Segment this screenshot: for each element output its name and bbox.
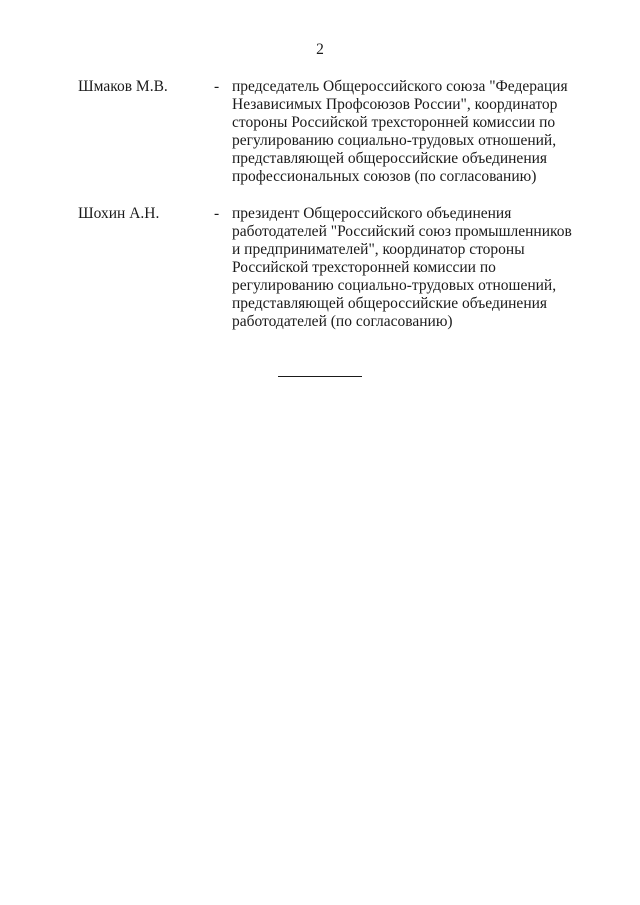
- description-line: представляющей общероссийские объединения: [232, 295, 548, 312]
- member-entry: [78, 205, 578, 331]
- member-description: [232, 78, 572, 186]
- member-name: Шмаков М.В.: [78, 78, 168, 95]
- member-dash: -: [214, 78, 220, 95]
- description-line: представляющей общероссийские объединения: [232, 150, 548, 167]
- member-description: [232, 205, 572, 331]
- description-line: работодателей (по согласованию): [232, 313, 453, 330]
- description-line: президент Общероссийского объединения: [232, 205, 512, 222]
- description-line: профессиональных союзов (по согласованию): [232, 168, 537, 185]
- end-separator-line: [278, 376, 362, 377]
- description-line: Российской трехсторонней комиссии по: [232, 259, 496, 276]
- member-name: Шохин А.Н.: [78, 205, 160, 222]
- description-line: работодателей "Российский союз промышленников: [232, 223, 572, 240]
- member-list: [78, 78, 578, 350]
- member-dash: -: [214, 205, 220, 222]
- description-line: и предпринимателей", координатор стороны: [232, 241, 525, 258]
- description-line: Независимых Профсоюзов России", координатор: [232, 96, 558, 113]
- description-line: стороны Российской трехсторонней комиссии по: [232, 114, 556, 131]
- member-entry: [78, 78, 578, 186]
- page-number: 2: [316, 41, 324, 58]
- description-line: регулированию социально-трудовых отношений,: [232, 132, 557, 149]
- description-line: председатель Общероссийского союза "Федерация: [232, 78, 568, 95]
- description-line: регулированию социально-трудовых отношений,: [232, 277, 557, 294]
